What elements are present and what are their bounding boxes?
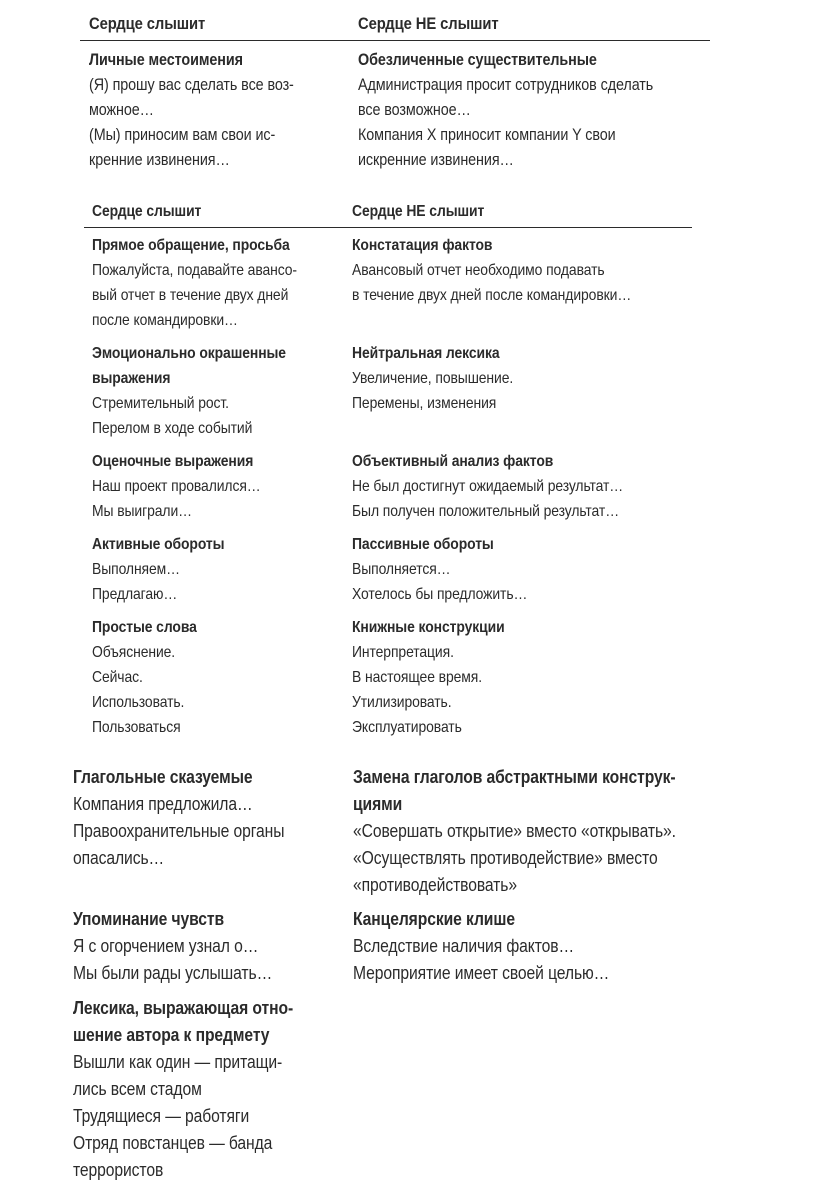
row-left-line: Сейчас. [92,669,143,686]
row-left-heading: шение автора к предмету [73,1025,270,1045]
row-left-line: Наш проект провалился… [92,478,261,495]
row-left-line: Предлагаю… [92,586,178,603]
row-right-line: Перемены, изменения [352,395,497,412]
table1-header-left: Сердце слышит [89,14,206,33]
row-left-line: Выполняем… [92,561,180,578]
row-left-heading: Прямое обращение, просьба [92,237,290,254]
row-right-heading: Книжные конструкции [352,619,505,636]
row-right-heading: циями [353,794,403,814]
row-left-heading: Упоминание чувств [73,909,225,929]
row-right-heading: Пассивные обороты [352,536,494,553]
row-left-line: Трудящиеся — работяги [73,1106,250,1126]
row-left-line: Отряд повстанцев — банда [73,1133,273,1153]
row-right-heading: Нейтральная лексика [352,345,500,362]
row-left-heading: Лексика, выражающая отно- [73,998,294,1018]
row-right-line: Интерпретация. [352,644,454,661]
row-left-line: Пожалуйста, подавайте авансо- [92,262,297,279]
row-left-line: Мы выиграли… [92,503,192,520]
row-right-line: Эксплуатировать [352,719,462,736]
row-right-line: в течение двух дней после командировки… [352,287,632,304]
row-right-heading: Констатация фактов [352,237,493,254]
row-right-line: Не был достигнут ожидаемый результат… [352,478,624,495]
row-left-line: Компания предложила… [73,794,253,814]
row-left-line: Правоохранительные органы [73,821,285,841]
row-right-heading: Обезличенные существительные [358,51,597,69]
row-right-line: Компания X приносит компании Y свои [358,126,616,144]
table2-header-left: Сердце слышит [92,203,202,220]
row-right-line: Мероприятие имеет своей целью… [353,963,610,983]
row-left-line: после командировки… [92,312,238,329]
row-right-line: «Совершать открытие» вместо «открывать». [353,821,676,841]
row-left-heading: Оценочные выражения [92,453,254,470]
row-left-line: (Мы) приносим вам свои ис- [89,126,276,144]
row-right-line: «Осуществлять противодействие» вместо [353,848,658,868]
row-left-heading: Личные местоимения [89,51,243,69]
row-right-heading: Объективный анализ фактов [352,453,554,470]
row-left-line: Вышли как один — притащи- [73,1052,283,1072]
row-left-heading: Глагольные сказуемые [73,767,253,787]
row-right-line: Авансовый отчет необходимо подавать [352,262,605,279]
row-left-line: лись всем стадом [73,1079,202,1099]
row-right-heading: Канцелярские клише [353,909,515,929]
row-left-line: Перелом в ходе событий [92,420,253,437]
row-left-line: можное… [89,101,154,119]
row-right-line: Увеличение, повышение. [352,370,514,387]
row-left-heading: Активные обороты [92,536,225,553]
row-left-line: вый отчет в течение двух дней [92,287,289,304]
row-left-line: Использовать. [92,694,185,711]
row-right-line: искренние извинения… [358,151,514,169]
table2-header-right: Сердце НЕ слышит [352,203,485,220]
row-left-heading: Простые слова [92,619,197,636]
row-left-line: Пользоваться [92,719,181,736]
row-left-line: (Я) прошу вас сделать все воз- [89,76,294,94]
row-left-line: Мы были рады услышать… [73,963,273,983]
row-right-line: Утилизировать. [352,694,452,711]
table1-header-right: Сердце НЕ слышит [358,14,499,33]
row-right-line: «противодействовать» [353,875,517,895]
row-left-line: Объяснение. [92,644,176,661]
row-left-line: Стремительный рост. [92,395,229,412]
row-right-line: Выполняется… [352,561,451,578]
row-left-line: опасались… [73,848,165,868]
row-left-heading: Эмоционально окрашенные [92,345,286,362]
row-right-line: Администрация просит сотрудников сделать [358,76,654,94]
row-right-heading: Замена глаголов абстрактными конструк- [353,767,676,787]
row-right-line: Был получен положительный результат… [352,503,620,520]
table1-header-rule [80,40,710,41]
row-left-line: Я с огорчением узнал о… [73,936,259,956]
table2-header-rule [84,227,692,228]
row-left-line: кренние извинения… [89,151,230,169]
row-right-line: все возможное… [358,101,471,119]
row-right-line: Хотелось бы предложить… [352,586,528,603]
row-left-heading: выражения [92,370,171,387]
row-right-line: Вследствие наличия фактов… [353,936,575,956]
row-left-line: террористов [73,1160,164,1180]
row-right-line: В настоящее время. [352,669,482,686]
